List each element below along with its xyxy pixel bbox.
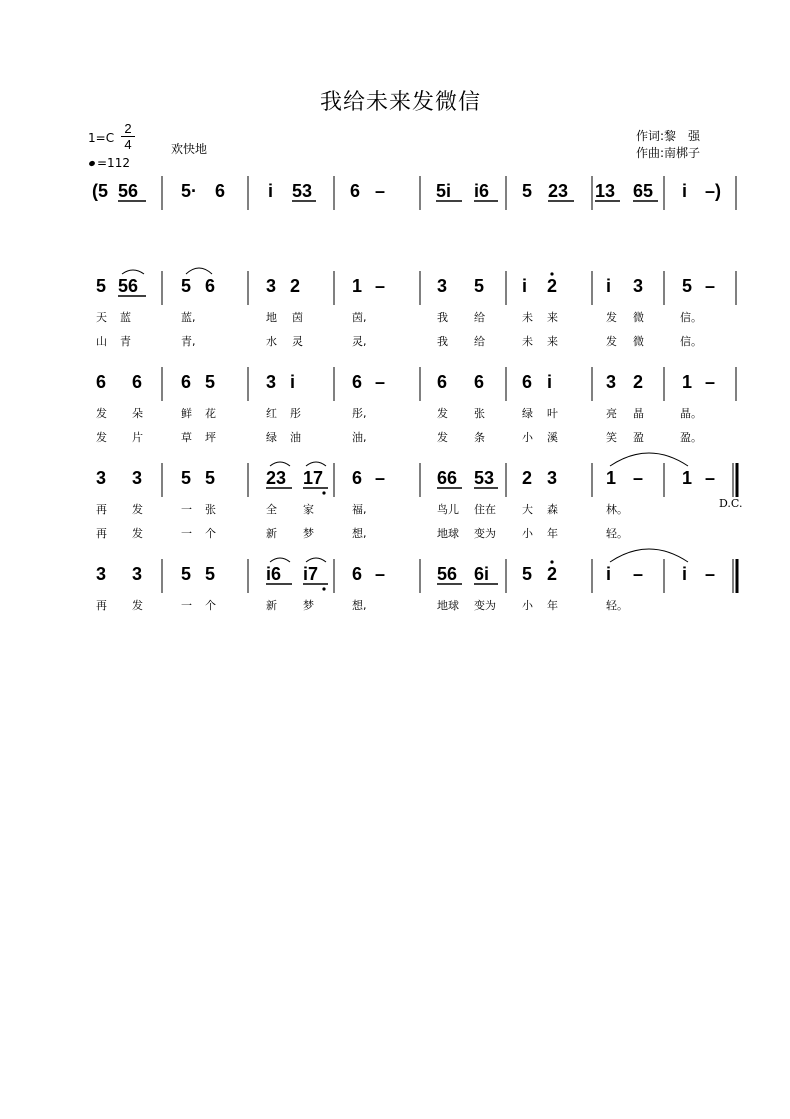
- lyric-verse-1: 朵: [132, 407, 143, 420]
- lyric-verse-1: 花: [205, 407, 216, 420]
- tempo-mark: =112: [97, 156, 130, 170]
- note-group: 3: [96, 564, 107, 584]
- lyric-verse-1: 绿: [522, 407, 533, 420]
- lyric-verse-1: 个: [205, 599, 216, 612]
- lyric-verse-2: 年: [547, 527, 558, 540]
- note-group: i: [547, 372, 553, 392]
- note-group: 2: [522, 468, 533, 488]
- note-group: 5: [181, 276, 192, 296]
- lyric-verse-1: 蓝,: [181, 311, 196, 324]
- lyric-verse-1: 彤,: [352, 407, 367, 420]
- high-octave-dot: [550, 560, 553, 563]
- lyric-verse-1: 红: [266, 407, 277, 420]
- note-group: –: [633, 564, 644, 584]
- note-group: 5: [522, 181, 533, 201]
- note-group: –: [705, 276, 716, 296]
- note-group: (5: [92, 181, 109, 201]
- lyric-verse-2: 油,: [352, 431, 367, 444]
- lyric-verse-2: 地球: [437, 527, 459, 540]
- lyric-verse-2: 给: [474, 335, 485, 348]
- lyric-verse-2: 未: [522, 335, 533, 348]
- lyric-verse-1: 来: [547, 311, 558, 324]
- note-group: i: [682, 181, 688, 201]
- lyric-verse-1: 梦: [303, 599, 314, 612]
- lyric-verse-2: 青,: [181, 335, 196, 348]
- lyric-verse-2: 笑: [606, 431, 617, 444]
- lyric-verse-1: 福,: [352, 503, 367, 516]
- note-group: 3: [547, 468, 558, 488]
- note-group: 5: [682, 276, 693, 296]
- lyric-verse-1: 小: [522, 599, 533, 612]
- lyric-verse-1: 信。: [680, 311, 702, 324]
- note-group: –: [705, 564, 716, 584]
- tie: [610, 453, 688, 466]
- lyric-verse-1: 叶: [547, 407, 558, 420]
- lyric-verse-2: 发: [437, 431, 448, 444]
- note-group: i: [290, 372, 296, 392]
- note-group: 53: [474, 468, 495, 488]
- note-group: 5i: [436, 181, 452, 201]
- note-group: 6: [181, 372, 192, 392]
- note-group: i: [522, 276, 528, 296]
- note-group: 17: [303, 468, 324, 488]
- lyric-verse-2: 青: [120, 335, 131, 348]
- low-octave-dot: [322, 587, 325, 590]
- lyric-verse-1: 张: [474, 407, 485, 420]
- lyric-verse-1: 再: [96, 503, 107, 516]
- lyric-verse-2: 发: [606, 335, 617, 348]
- note-group: 6: [96, 372, 107, 392]
- lyric-verse-2: 油: [290, 431, 301, 444]
- lyric-verse-2: 灵: [292, 335, 303, 348]
- composer-credit: 作曲:南梆子: [636, 146, 701, 160]
- low-octave-dot: [322, 491, 325, 494]
- note-group: 2: [290, 276, 301, 296]
- note-group: 6: [350, 181, 361, 201]
- note-group: i: [606, 276, 612, 296]
- lyric-verse-2: 灵,: [352, 335, 367, 348]
- note-group: 53: [292, 181, 313, 201]
- note-group: 6: [437, 372, 448, 392]
- note-group: 13: [595, 181, 616, 201]
- lyric-verse-1: 微: [633, 311, 644, 324]
- song-title: 我给未来发微信: [320, 90, 482, 115]
- lyric-verse-2: 坪: [205, 431, 216, 444]
- time-denominator: 4: [124, 137, 132, 152]
- lyric-verse-2: 轻。: [606, 527, 628, 540]
- note-group: 6: [352, 468, 363, 488]
- note-group: 6: [132, 372, 143, 392]
- lyric-verse-2: 盈: [633, 431, 644, 444]
- note-group: 1: [682, 468, 693, 488]
- note-group: 6: [352, 372, 363, 392]
- lyric-verse-1: 一: [181, 599, 192, 612]
- lyric-verse-1: 年: [547, 599, 558, 612]
- lyric-verse-2: 梦: [303, 527, 314, 540]
- lyric-verse-1: 地球: [437, 599, 459, 612]
- lyric-verse-1: 发: [96, 407, 107, 420]
- note-group: 5: [181, 564, 192, 584]
- note-group: 5: [205, 372, 216, 392]
- lyric-verse-1: 变为: [474, 599, 496, 612]
- note-group: –: [375, 468, 386, 488]
- lyric-verse-2: 山: [96, 335, 107, 348]
- lyric-verse-1: 想,: [352, 599, 367, 612]
- note-group: 5·: [181, 181, 198, 201]
- note-group: 5: [205, 564, 216, 584]
- note-group: 6: [474, 372, 485, 392]
- lyric-verse-1: 再: [96, 599, 107, 612]
- slur: [270, 558, 290, 562]
- note-group: 5: [522, 564, 533, 584]
- lyric-verse-1: 发: [606, 311, 617, 324]
- lyric-verse-1: 森: [547, 503, 558, 516]
- lyric-verse-1: 张: [205, 503, 216, 516]
- note-group: i: [682, 564, 688, 584]
- note-group: 2: [547, 276, 558, 296]
- note-group: 23: [548, 181, 569, 201]
- lyric-verse-2: 发: [132, 527, 143, 540]
- lyric-verse-2: 新: [266, 527, 277, 540]
- lyric-verse-2: 小: [522, 527, 533, 540]
- lyric-verse-2: 发: [96, 431, 107, 444]
- slur: [270, 462, 290, 466]
- lyric-verse-1: 晶: [633, 407, 644, 420]
- note-group: 6: [215, 181, 226, 201]
- lyric-verse-2: 溪: [547, 431, 558, 444]
- note-group: 5: [181, 468, 192, 488]
- note-group: 56: [437, 564, 458, 584]
- high-octave-dot: [550, 272, 553, 275]
- lyric-verse-1: 轻。: [606, 599, 628, 612]
- note-group: i: [606, 564, 612, 584]
- lyricist-credit: 作词:黎 强: [636, 129, 701, 143]
- note-group: –): [705, 181, 722, 201]
- note-group: –: [375, 372, 386, 392]
- note-group: 1: [606, 468, 617, 488]
- note-group: 3: [266, 372, 277, 392]
- note-group: 3: [437, 276, 448, 296]
- lyric-verse-1: 亮: [606, 407, 617, 420]
- lyric-verse-2: 我: [437, 335, 448, 348]
- note-group: –: [375, 181, 386, 201]
- lyric-verse-1: 彤: [290, 407, 301, 420]
- note-group: i6: [266, 564, 282, 584]
- note-group: 2: [547, 564, 558, 584]
- lyric-verse-2: 信。: [680, 335, 702, 348]
- note-group: –: [705, 372, 716, 392]
- lyric-verse-2: 小: [522, 431, 533, 444]
- lyric-verse-2: 来: [547, 335, 558, 348]
- lyric-verse-2: 绿: [266, 431, 277, 444]
- note-group: 1: [682, 372, 693, 392]
- lyric-verse-2: 个: [205, 527, 216, 540]
- lyric-verse-2: 水: [266, 335, 277, 348]
- lyric-verse-1: 林。: [606, 503, 628, 516]
- lyric-verse-1: 鸟儿: [437, 503, 459, 516]
- lyric-verse-1: 茵: [292, 311, 303, 324]
- key-signature: 1=C: [88, 131, 115, 145]
- lyric-verse-2: 草: [181, 431, 192, 444]
- note-group: –: [705, 468, 716, 488]
- note-group: 3: [266, 276, 277, 296]
- slur: [186, 268, 212, 274]
- note-group: 66: [437, 468, 458, 488]
- note-group: 1: [352, 276, 363, 296]
- lyric-verse-2: 片: [132, 431, 143, 444]
- note-group: 56: [118, 276, 139, 296]
- slur: [122, 270, 144, 274]
- lyric-verse-2: 条: [474, 431, 485, 444]
- note-group: 6: [205, 276, 216, 296]
- note-group: 3: [633, 276, 644, 296]
- lyric-verse-1: 住在: [474, 503, 496, 516]
- note-group: –: [375, 276, 386, 296]
- lyric-verse-1: 我: [437, 311, 448, 324]
- note-group: 5: [96, 276, 107, 296]
- lyric-verse-1: 大: [522, 503, 533, 516]
- time-numerator: 2: [124, 121, 132, 136]
- lyric-verse-1: 鲜: [181, 407, 192, 420]
- note-group: 65: [633, 181, 654, 201]
- note-group: 5: [205, 468, 216, 488]
- note-group: 5: [474, 276, 485, 296]
- note-group: i: [268, 181, 274, 201]
- lyric-verse-1: 给: [474, 311, 485, 324]
- slur: [306, 462, 326, 466]
- lyric-verse-1: 天: [96, 311, 107, 324]
- note-group: 56: [118, 181, 139, 201]
- note-group: i7: [303, 564, 319, 584]
- lyric-verse-2: 想,: [352, 527, 367, 540]
- lyric-verse-1: 新: [266, 599, 277, 612]
- lyric-verse-1: 家: [303, 503, 314, 516]
- note-group: i6: [474, 181, 490, 201]
- lyric-verse-1: 地: [266, 311, 277, 324]
- note-group: 23: [266, 468, 287, 488]
- expression-mark: 欢快地: [171, 142, 208, 156]
- lyric-verse-2: 再: [96, 527, 107, 540]
- lyric-verse-1: 晶。: [680, 407, 702, 420]
- note-group: 2: [633, 372, 644, 392]
- note-group: 6i: [474, 564, 490, 584]
- lyric-verse-2: 一: [181, 527, 192, 540]
- lyric-verse-1: 发: [437, 407, 448, 420]
- note-group: 6: [352, 564, 363, 584]
- lyric-verse-2: 盈。: [680, 431, 702, 444]
- lyric-verse-1: 蓝: [120, 311, 131, 324]
- lyric-verse-1: 未: [522, 311, 533, 324]
- slur: [306, 558, 326, 562]
- lyric-verse-1: 发: [132, 599, 143, 612]
- lyric-verse-2: 变为: [474, 527, 496, 540]
- note-group: 3: [132, 564, 143, 584]
- lyric-verse-1: 全: [266, 503, 277, 516]
- note-group: –: [375, 564, 386, 584]
- lyric-verse-1: 发: [132, 503, 143, 516]
- note-group: 3: [606, 372, 617, 392]
- lyric-verse-1: 茵,: [352, 311, 367, 324]
- note-group: 3: [132, 468, 143, 488]
- lyric-verse-1: 一: [181, 503, 192, 516]
- note-group: 6: [522, 372, 533, 392]
- tie: [610, 549, 688, 562]
- dc-mark: D.C.: [719, 497, 743, 510]
- note-group: –: [633, 468, 644, 488]
- lyric-verse-2: 微: [633, 335, 644, 348]
- note-group: 3: [96, 468, 107, 488]
